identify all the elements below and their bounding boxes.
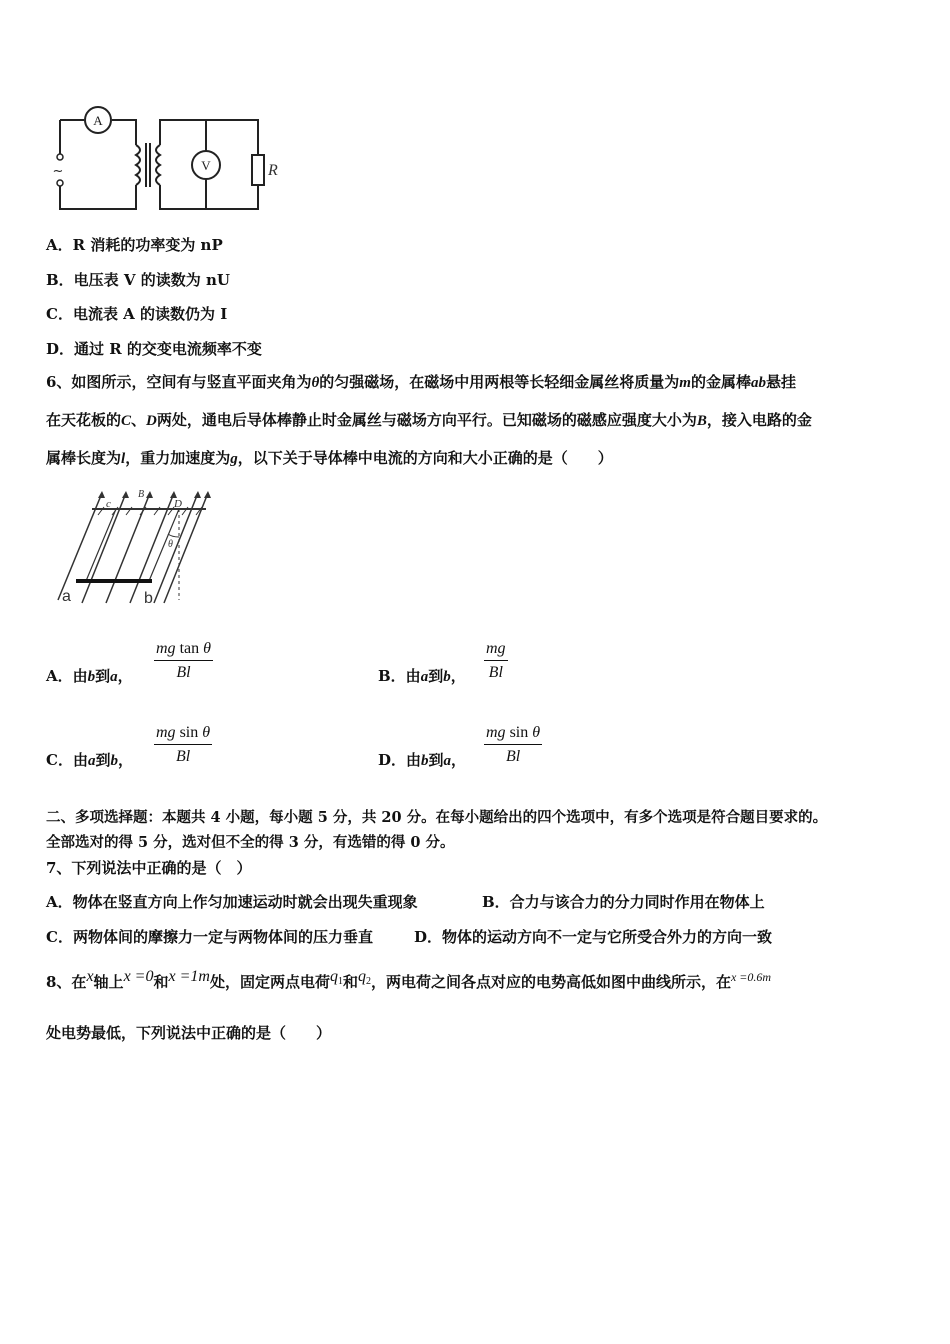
rod-diagram — [46, 485, 221, 610]
ac-source-label: ~ — [52, 164, 64, 179]
section2-heading-line2: 全部选对的得 5 分，选对但不全的得 3 分，有选错的得 0 分。 — [46, 834, 455, 851]
magnetic-field-rod-figure — [46, 485, 221, 610]
q5-option-b: B．电压表 V 的读数为 nU — [46, 271, 230, 289]
label-d: D — [174, 498, 182, 510]
section2-heading-line1: 二、多项选择题：本题共 4 小题，每小题 5 分，共 20 分。在每小题给出的四个选项中，有多个选项是符合题目要求的。 — [46, 809, 828, 826]
q6-stem-line2: 在天花板的C、D两处，通电后导体棒静止时金属丝与磁场方向平行。已知磁场的磁感应强度大小为B，接入电路的金 — [46, 411, 812, 429]
circuit-diagram — [46, 105, 286, 220]
q7-option-d: D．物体的运动方向不一定与它所受合外力的方向一致 — [414, 928, 773, 946]
q5-option-c: C．电流表 A 的读数仍为 I — [46, 305, 228, 323]
label-field-b: B — [138, 489, 145, 500]
label-c: c — [106, 498, 111, 510]
transformer-circuit-figure — [46, 105, 286, 220]
resistor-label: R — [268, 162, 278, 179]
q6-option-d-fraction: $\frac{\text{mg sin θ}}{Bl}$ — [486, 724, 541, 765]
label-b: b — [144, 590, 153, 607]
q7-stem: 7、下列说法中正确的是（ ） — [46, 859, 252, 877]
voltmeter-label: V — [201, 158, 211, 173]
q8-stem-line1: 8、在x轴上x =0和x =1m处，固定两点电荷$q_1$和$q_2$，两电荷之间各点对应的电势高低如图中曲线所示，在$^{x =0.6m}$ — [46, 968, 772, 991]
q6-option-c: C．由a到b， — [46, 751, 133, 769]
q6-option-a-fraction: $\frac{\text{mg tan θ}}{Bl}$ — [156, 640, 211, 681]
q6-option-b-fraction: $\frac{mg}{Bl}$ — [486, 640, 506, 681]
q6-stem-line3: 属棒长度为l，重力加速度为g，以下关于导体棒中电流的方向和大小正确的是（ ） — [46, 449, 613, 467]
resistor-symbol — [252, 155, 264, 185]
q5-option-a: A．R 消耗的功率变为 nP — [46, 236, 223, 254]
q6-option-d: D．由b到a， — [378, 751, 467, 769]
q7-option-c: C．两物体间的摩擦力一定与两物体间的压力垂直 — [46, 928, 373, 946]
q7-option-a: A．物体在竖直方向上作匀加速运动时就会出现失重现象 — [46, 893, 418, 911]
ammeter-label: A — [93, 113, 103, 128]
q6-option-b: B．由a到b， — [378, 667, 466, 685]
q7-option-b: B．合力与该合力的分力同时作用在物体上 — [482, 893, 765, 911]
label-a: a — [62, 588, 71, 605]
q5-option-d: D．通过 R 的交变电流频率不变 — [46, 340, 262, 358]
q8-stem-line2: 处电势最低，下列说法中正确的是（ ） — [46, 1024, 332, 1042]
q6-option-a: A．由b到a， — [46, 667, 133, 685]
label-theta: θ — [168, 539, 173, 550]
q6-stem-line1: 6、如图所示，空间有与竖直平面夹角为θ的匀强磁场，在磁场中用两根等长轻细金属丝将质量为m的金属棒ab悬挂 — [46, 373, 796, 391]
q6-option-c-fraction: $\frac{\text{mg sin θ}}{Bl}$ — [156, 724, 211, 765]
